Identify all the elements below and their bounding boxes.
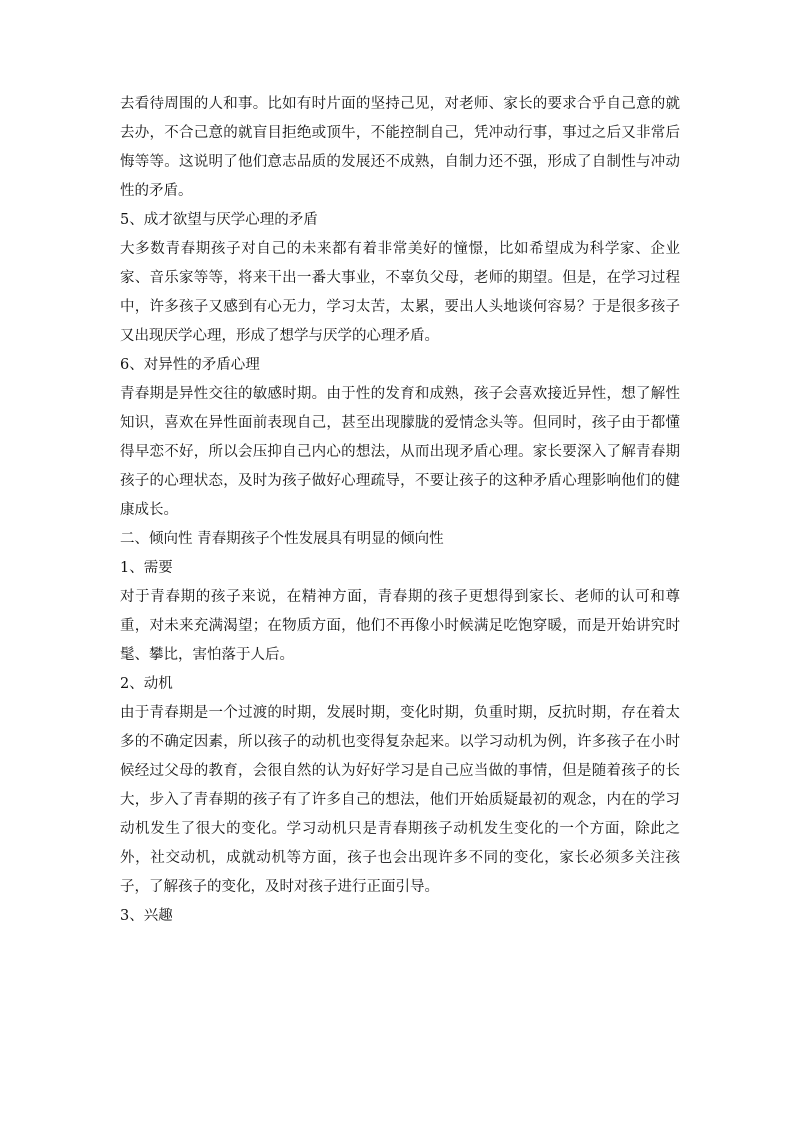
- heading-5: 5、成才欲望与厌学心理的矛盾: [120, 212, 318, 228]
- heading-6: 6、对异性的矛盾心理: [120, 357, 260, 373]
- document-page: [120, 90, 680, 931]
- paragraph-1: 去看待周围的人和事。比如有时片面的坚持己见，对老师、家长的要求合乎自己意的就去办，不合己意的就盲目拒绝或顶牛，不能控制自己，凭冲动行事，事过之后又非常后悔等等。这说明了他们意志品质的发展还不成熟，自制力还不强，形成了自制性与冲动性的矛盾。: [120, 96, 680, 199]
- paragraph-2: 大多数青春期孩子对自己的未来都有着非常美好的憧憬，比如希望成为科学家、企业家、音乐家等等，将来干出一番大事业，不辜负父母，老师的期望。但是，在学习过程中，许多孩子又感到有心无力，学习太苦，太累，要出人头地谈何容易？于是很多孩子又出现厌学心理，形成了想学与厌学的心理矛盾。: [120, 241, 680, 344]
- subheading-2: 2、动机: [120, 676, 173, 692]
- paragraph-4: 对于青春期的孩子来说，在精神方面，青春期的孩子更想得到家长、老师的认可和尊重，对未来充满渴望；在物质方面，他们不再像小时候满足吃饱穿暖，而是开始讲究时髦、攀比，害怕落于人后。: [120, 589, 680, 663]
- paragraph-5: 由于青春期是一个过渡的时期，发展时期，变化时期，负重时期，反抗时期，存在着太多的不确定因素，所以孩子的动机也变得复杂起来。以学习动机为例，许多孩子在小时候经过父母的教育，会很自然的认为好好学习是自己应当做的事情，但是随着孩子的长大，步入了青春期的孩子有了许多自己的想法，他们开始质疑最初的观念，内在的学习动机发生了很大的变化。学习动机只是青春期孩子动机发生变化的一个方面，除此之外，社交动机，成就动机等方面，孩子也会出现许多不同的变化，家长必须多关注孩子，了解孩子的变化，及时对孩子进行正面引导。: [120, 705, 680, 895]
- section-heading-2: 二、倾向性 青春期孩子个性发展具有明显的倾向性: [120, 531, 444, 547]
- subheading-1: 1、需要: [120, 560, 173, 576]
- subheading-3: 3、兴趣: [120, 908, 173, 924]
- paragraph-3: 青春期是异性交往的敏感时期。由于性的发育和成熟，孩子会喜欢接近异性，想了解性知识，喜欢在异性面前表现自己，甚至出现朦胧的爱情念头等。但同时，孩子由于都懂得早恋不好，所以会压抑自己内心的想法，从而出现矛盾心理。家长要深入了解青春期孩子的心理状态，及时为孩子做好心理疏导，不要让孩子的这种矛盾心理影响他们的健康成长。: [120, 386, 680, 518]
